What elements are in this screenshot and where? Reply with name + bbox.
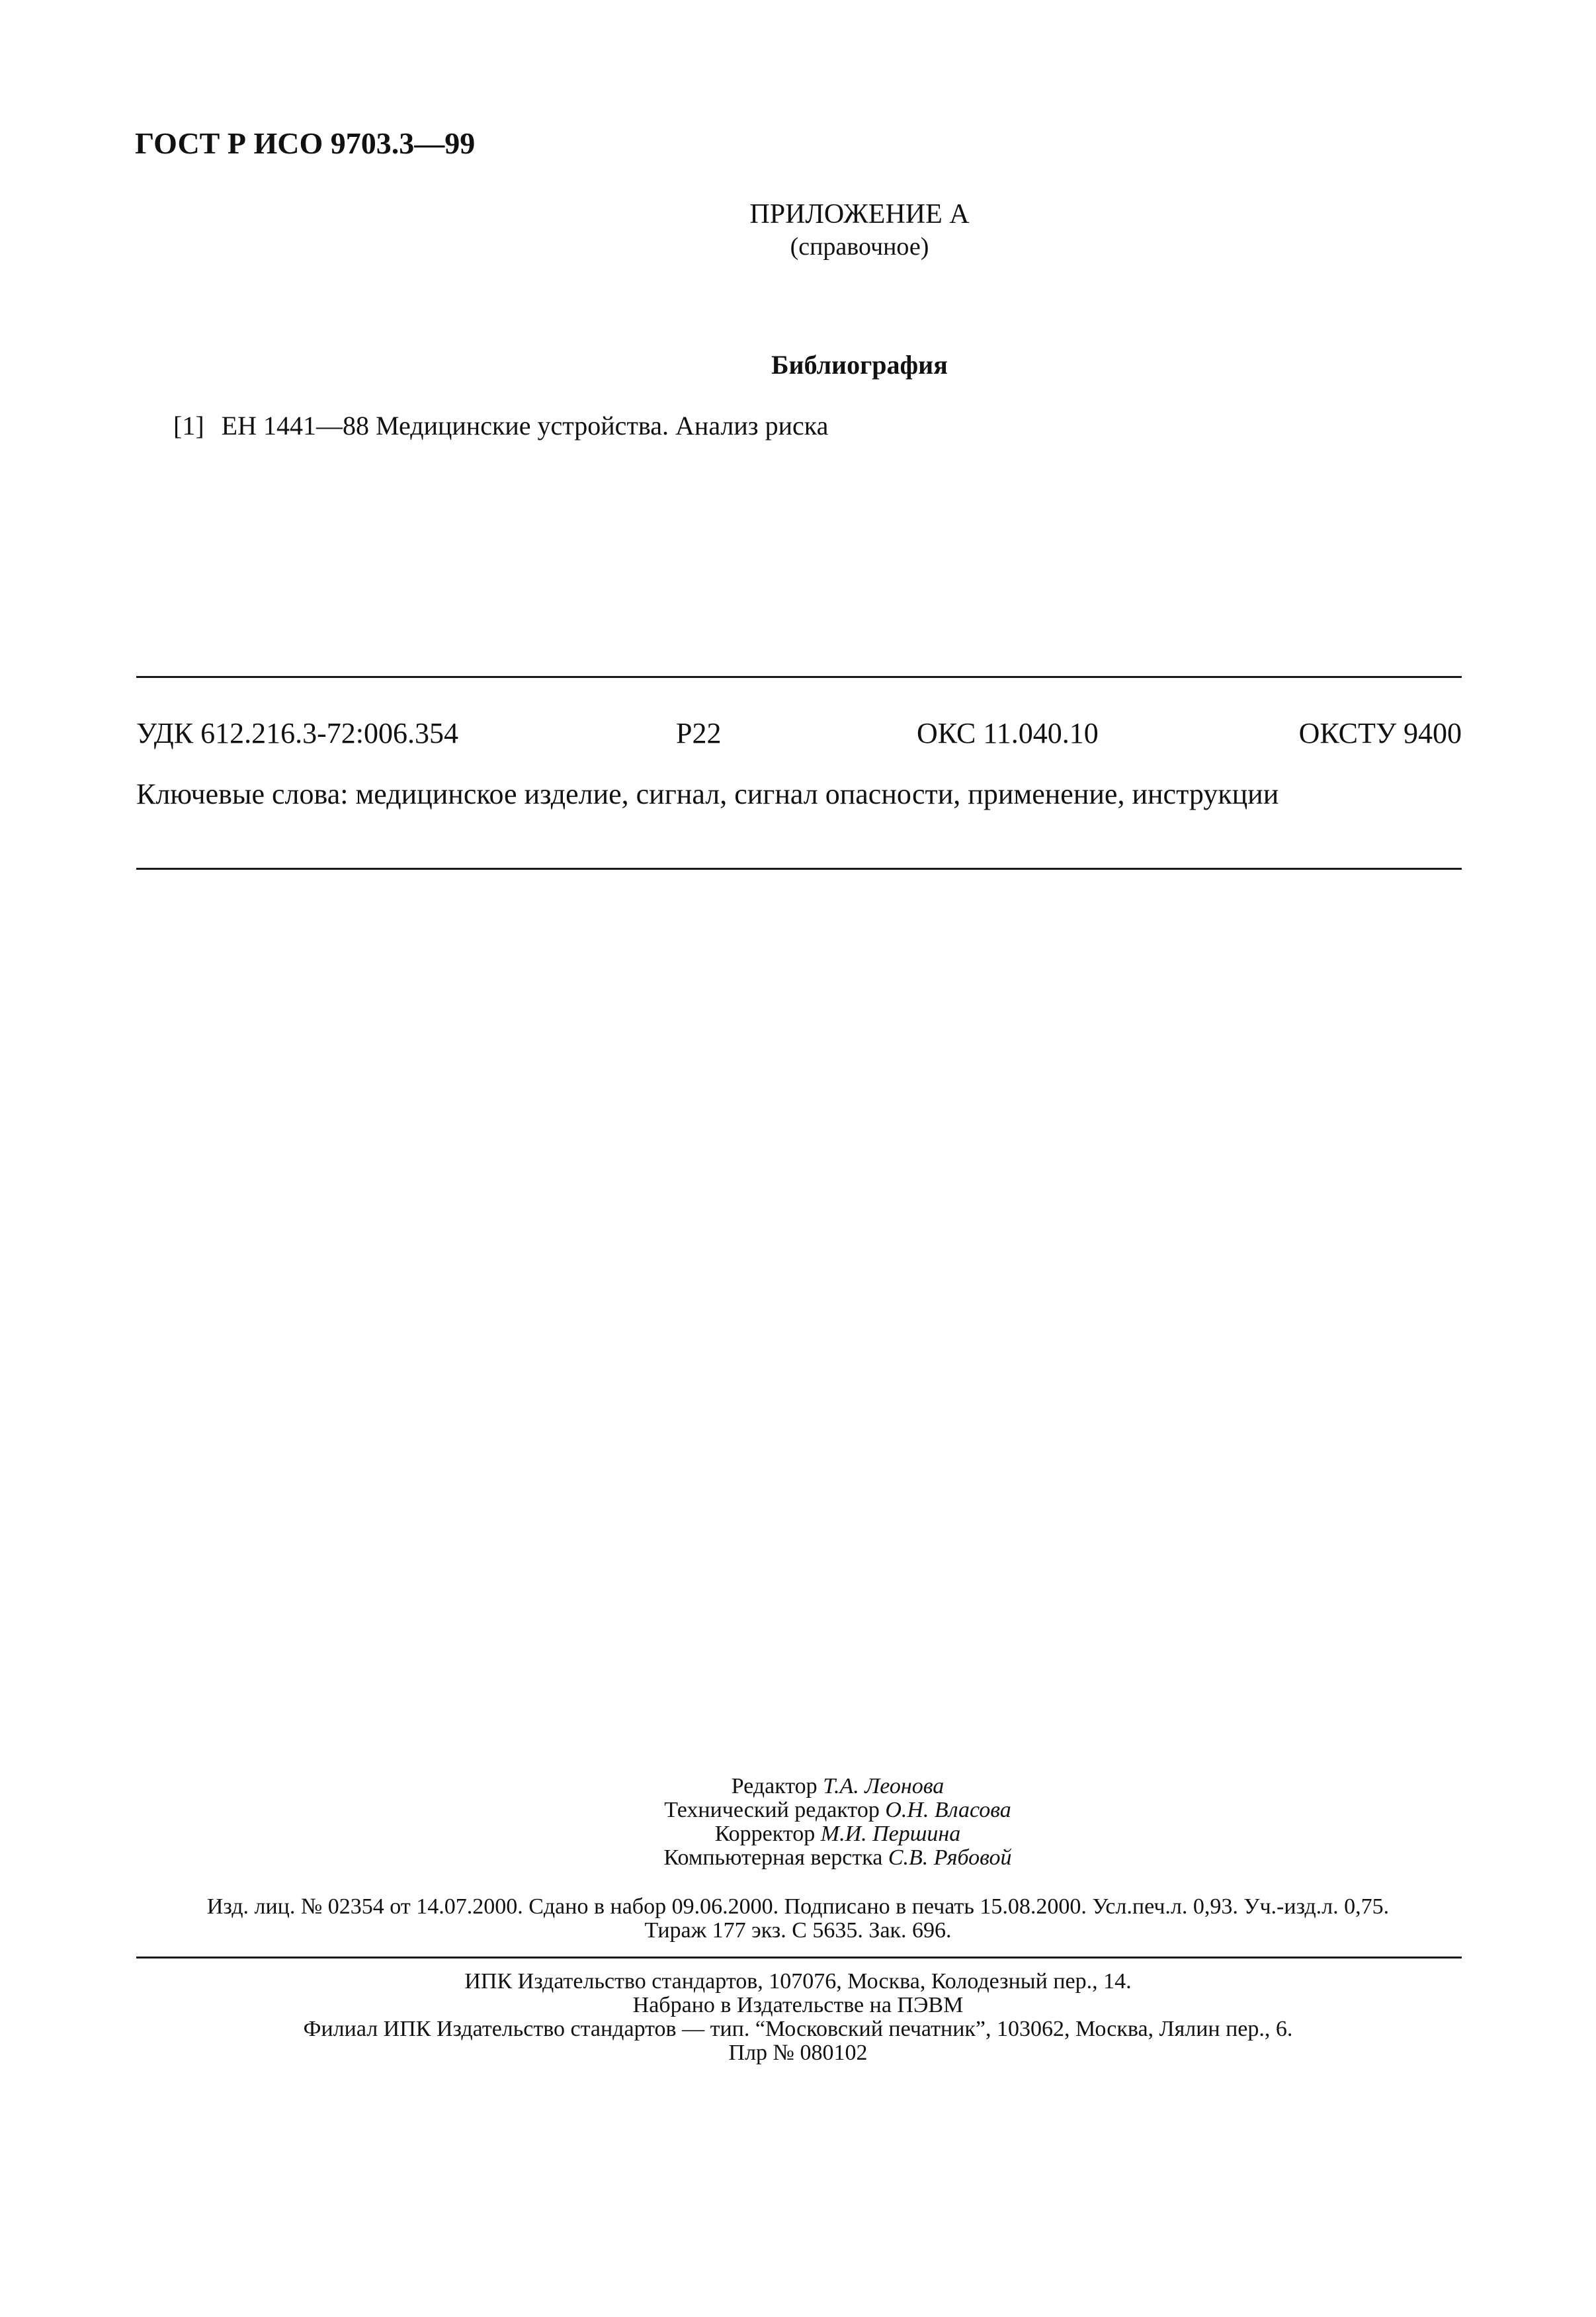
staff-technical-editor: Технический редактор О.Н. Власова (664, 1798, 1011, 1822)
udk-code: УДК 612.216.3-72:006.354 (136, 717, 458, 749)
imprint-info (0, 1895, 1596, 1943)
publisher-info (0, 1970, 1596, 2065)
group-code: Р22 (676, 717, 722, 749)
document-code: ГОСТ Р ИСО 9703.3—99 (135, 126, 476, 160)
staff-layout: Компьютерная верстка С.В. Рябовой (663, 1845, 1012, 1870)
appendix-block (0, 197, 1596, 262)
bibliography-entry (173, 410, 828, 441)
publisher-line: ИПК Издательство стандартов, 107076, Москва, Колодезный пер., 14. (464, 1969, 1132, 1994)
publisher-line: Набрано в Издательстве на ПЭВМ (632, 1993, 964, 2017)
staff-editor: Редактор Т.А. Леонова (731, 1774, 945, 1798)
imprint-line: Изд. лиц. № 02354 от 14.07.2000. Сдано в набор 09.06.2000. Подписано в печать 15.08.2000. Усл.печ.л. 0,93. Уч.-изд.л. 0,75. (206, 1894, 1390, 1919)
publisher-line: Филиал ИПК Издательство стандартов — тип. “Московский печатник”, 103062, Москва, Лялин пер., 6. (303, 2017, 1293, 2041)
imprint-line: Тираж 177 экз. С 5635. Зак. 696. (644, 1918, 952, 1943)
appendix-subtitle: (справочное) (790, 233, 929, 261)
oks-code: ОКС 11.040.10 (917, 717, 1099, 749)
bibliography-heading (0, 349, 1596, 380)
divider-middle (136, 868, 1462, 870)
staff-proofreader: Корректор М.И. Першина (714, 1822, 961, 1846)
bibliography-entry-text: ЕН 1441—88 Медицинские устройства. Анализ риска (221, 411, 829, 441)
keywords-line: Ключевые слова: медицинское изделие, сигнал, сигнал опасности, применение, инструкции (136, 778, 1279, 810)
okstu-code: ОКСТУ 9400 (1298, 717, 1462, 749)
bibliography-heading-text: Библиография (771, 350, 948, 380)
divider-bottom (136, 1957, 1462, 1959)
classification-row (136, 716, 1462, 753)
divider-top (136, 676, 1462, 678)
publisher-line: Плр № 080102 (728, 2041, 868, 2065)
appendix-title: ПРИЛОЖЕНИЕ А (749, 199, 970, 230)
editorial-staff (0, 1775, 1596, 1870)
bibliography-entry-number: [1] (173, 411, 204, 441)
